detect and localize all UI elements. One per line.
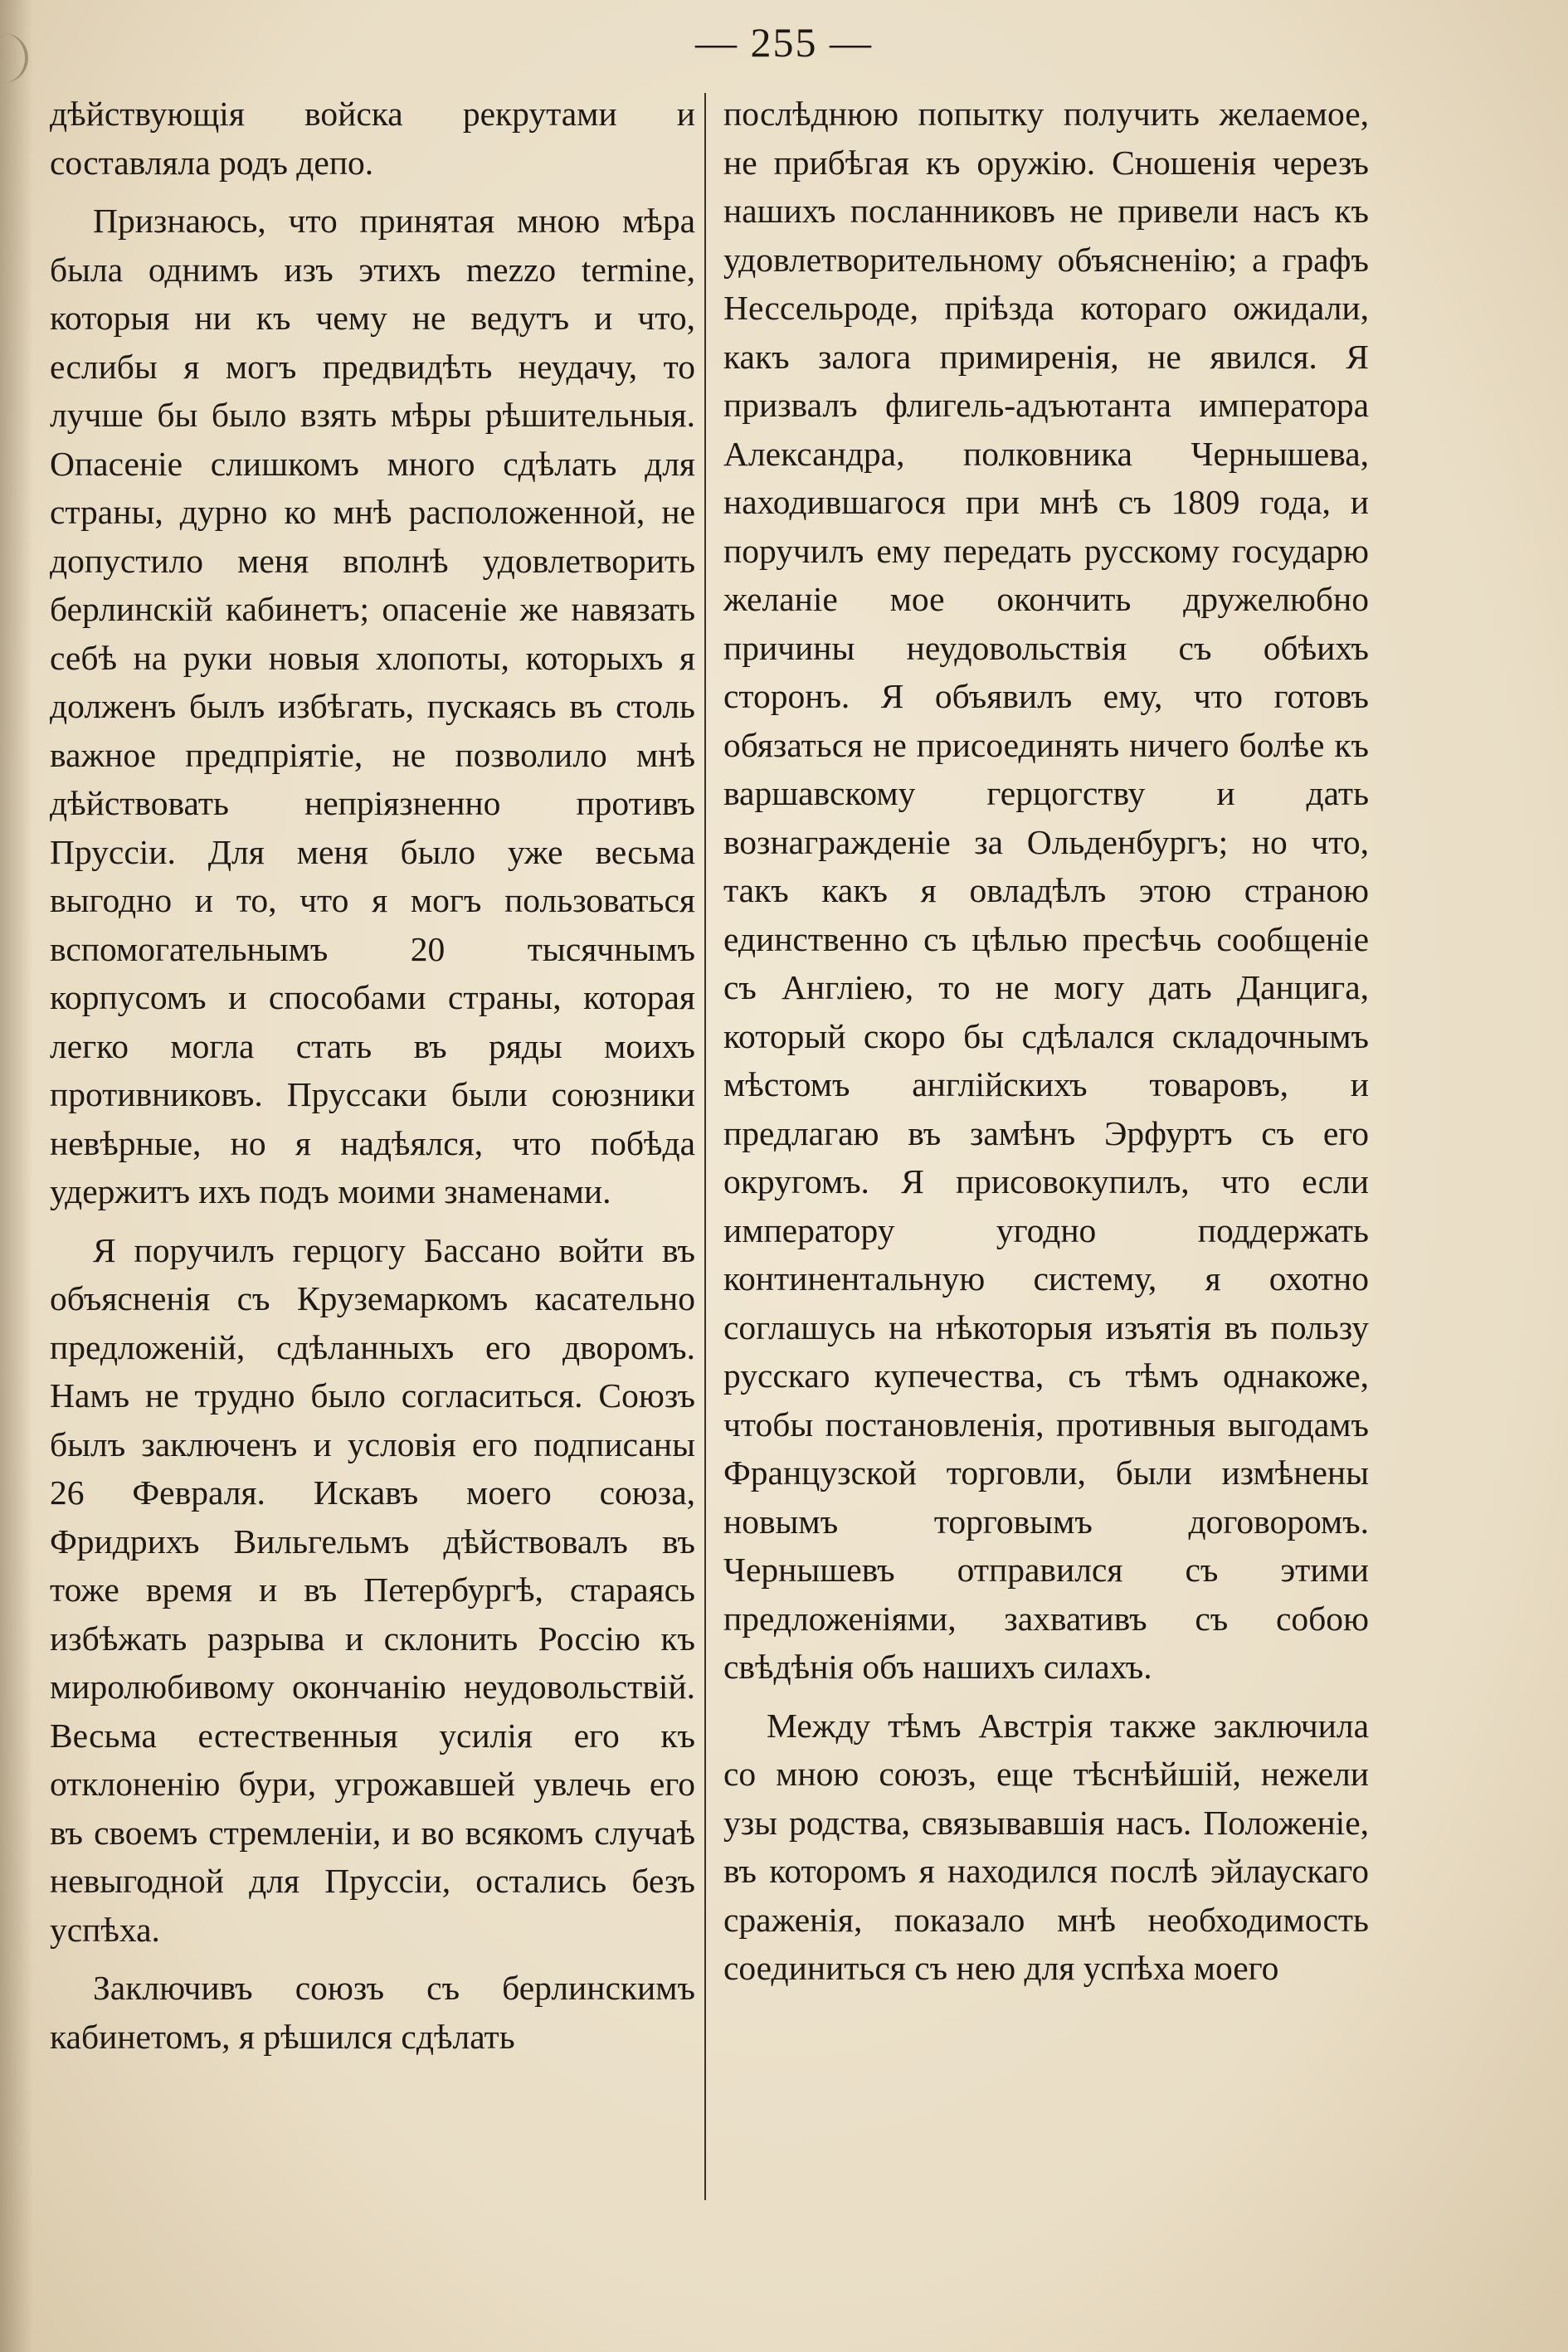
column-divider [704, 93, 706, 2200]
page-number: — 255 — [695, 19, 873, 66]
paragraph: Признаюсь, что принятая мною мѣра была однимъ изъ этихъ mezzo termine, которыя ни къ чему не ведутъ и что, еслибы я могъ предвидѣть неудачу, то лучше бы было взять мѣры рѣшительныя. Опасеніе слишкомъ много сдѣлать для страны, дурно ко мнѣ расположенной, не допустило меня вполнѣ удовлетворить берлинскій кабинетъ; опасеніе же навязать себѣ на руки новыя хлопоты, которыхъ я долженъ былъ избѣгать, пускаясь въ столь важное предпріятіе, не позволило мнѣ дѣйствовать непріязненно противъ Пруссіи. Для меня было уже весьма выгодно и то, что я могъ пользоваться вспомогательнымъ 20 тысячнымъ корпусомъ и способами страны, которая легко могла стать въ ряды моихъ противниковъ. Пруссаки были союзники невѣрные, но я надѣялся, что побѣда удержитъ ихъ подъ моими знаменами. [50, 202, 695, 1210]
paragraph: Между тѣмъ Австрія также заключила со мною союзъ, еще тѣснѣйшій, нежели узы родства, связывавшія насъ. Положеніе, въ которомъ я находился послѣ эйлаускаго сраженія, показало мнѣ необходимость соединиться съ нею для успѣха моего [723, 1706, 1369, 1987]
paragraph: Заключивъ союзъ съ берлинскимъ кабинетомъ, я рѣшился сдѣлать [50, 1969, 695, 2056]
right-column [723, 90, 1369, 2197]
paragraph: Я поручилъ герцогу Бассано войти въ объясненія съ Круземаркомъ касательно предложеній, сдѣланныхъ его дворомъ. Намъ не трудно было согласиться. Союзъ былъ заключенъ и условія его подписаны 26 Февраля. Искавъ моего союза, Фридрихъ Вильгельмъ дѣйствовалъ въ тоже время и въ Петербургѣ, стараясь избѣжать разрыва и склонить Россію къ миролюбивому окончанію неудовольствій. Весьма естественныя усилія его къ отклоненію бури, угрожавшей увлечь его въ своемъ стремленіи, и во всякомъ случаѣ невыгодной для Пруссіи, остались безъ успѣха. [50, 1230, 695, 1949]
page-edge-shadow [0, 0, 33, 2352]
left-column [50, 90, 695, 2197]
paragraph: дѣйствующія войска рекрутами и составляла родъ депо. [50, 95, 695, 182]
paragraph: послѣднюю попытку получить желаемое, не прибѣгая къ оружію. Сношенія черезъ нашихъ посланниковъ не привели насъ къ удовлетворительному объясненію; а графъ Нессельроде, пріѣзда котораго ожидали, какъ залога примиренія, не явился. Я призвалъ флигель-адъютанта императора Александра, полковника Чернышева, находившагося при мнѣ съ 1809 года, и поручилъ ему передать русскому государю желаніе мое окончить дружелюбно причины неудовольствія съ обѣихъ сторонъ. Я объявилъ ему, что готовъ обязаться не присоединять ничего болѣе къ варшавскому герцогству и дать вознагражденіе за Ольденбургъ; но что, такъ какъ я овладѣлъ этою страною единственно съ цѣлью пресѣчь сообщеніе съ Англіею, то не могу дать Данцига, который скоро бы сдѣлался складочнымъ мѣстомъ англійскихъ товаровъ, и предлагаю въ замѣнъ Эрфуртъ съ его округомъ. Я присовокупилъ, что если императору угодно поддержать континентальную систему, я охотно соглашусь на нѣкоторыя изъятія въ пользу русскаго купечества, съ тѣмъ однакоже, чтобы постановленія, противныя выгодамъ Французской торговли, были измѣнены новымъ торговымъ договоромъ. Чернышевъ отправился съ этими предложеніями, захвативъ съ собою свѣдѣнія объ нашихъ силахъ. [723, 95, 1369, 1686]
